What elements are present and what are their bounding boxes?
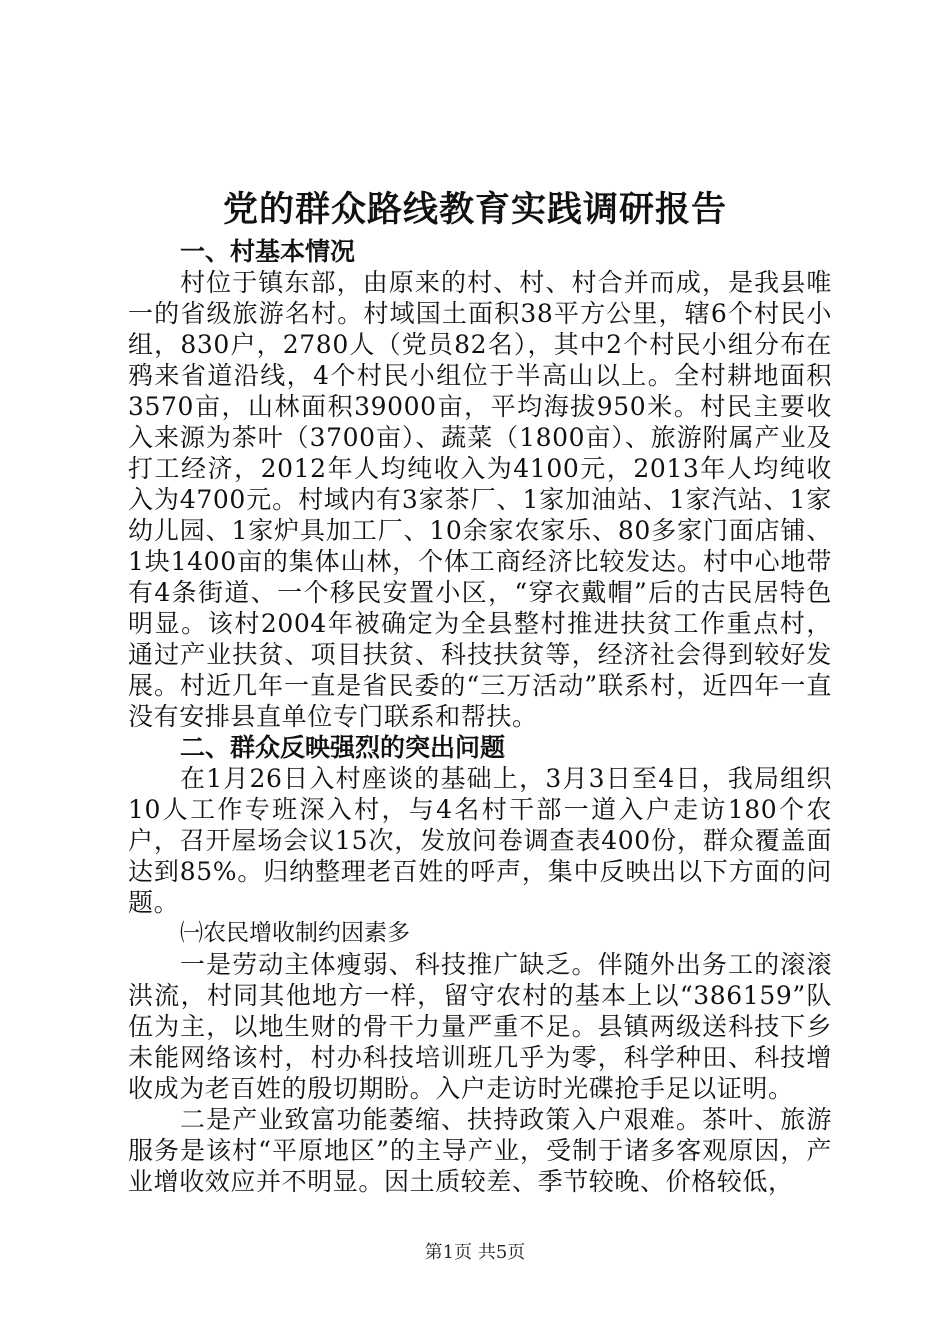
section-heading-basic-info: 一、村基本情况 (180, 237, 356, 266)
paragraph-point-two: 二是产业致富功能萎缩、扶持政策入户艰难。茶叶、旅游服务是该村“平原地区”的主导产业，受制于诸多客观原因，产业增收效应并不明显。因土质较差、季节较晚、价格较低， (128, 1105, 832, 1196)
subsection-heading-income: ㈠农民增收制约因素多 (180, 920, 410, 946)
page-number-footer: 第1页 共5页 (424, 1242, 526, 1263)
section-heading-problems: 二、群众反映强烈的突出问题 (180, 733, 506, 762)
document-title: 党的群众路线教育实践调研报告 (222, 189, 727, 230)
paragraph-problems: 在1月26日入村座谈的基础上，3月3日至4日，我局组织10人工作专班深入村，与4名村干部一道入户走访180个农户，召开屋场会议15次，发放问卷调查表400份，群众覆盖面达到85%。归纳整理老百姓的呼声，集中反映出以下方面的问题。 (128, 764, 832, 917)
paragraph-basic-info: 村位于镇东部，由原来的村、村、村合并而成，是我县唯一的省级旅游名村。村域国土面积38平方公里，辖6个村民小组，830户，2780人（党员82名），其中2个村民小组分布在鸦来省道沿线，4个村民小组位于半高山以上。全村耕地面积3570亩，山林面积39000亩，平均海拔950米。村民主要收入来源为茶叶（3700亩）、蔬菜（1800亩）、旅游附属产业及打工经济，2012年人均纯收入为4100元，2013年人均纯收入为4700元。村域内有3家茶厂、1家加油站、1家汽站、1家幼儿园、1家炉具加工厂、10余家农家乐、80多家门面店铺、1块1400亩的集体山林，个体工商经济比较发达。村中心地带有4条街道、一个移民安置小区，“穿衣戴帽”后的古民居特色明显。该村2004年被确定为全县整村推进扶贫工作重点村，通过产业扶贫、项目扶贫、科技扶贫等，经济社会得到较好发展。村近几年一直是省民委的“三万活动”联系村，近四年一直没有安排县直单位专门联系和帮扶。 (128, 268, 832, 731)
paragraph-point-one: 一是劳动主体瘦弱、科技推广缺乏。伴随外出务工的滚滚洪流，村同其他地方一样，留守农村的基本上以“386159”队伍为主，以地生财的骨干力量严重不足。县镇两级送科技下乡未能网络该村，村办科技培训班几乎为零，科学种田、科技增收成为老百姓的殷切期盼。入户走访时光碟抢手足以证明。 (128, 950, 832, 1103)
document-body (128, 236, 832, 1197)
